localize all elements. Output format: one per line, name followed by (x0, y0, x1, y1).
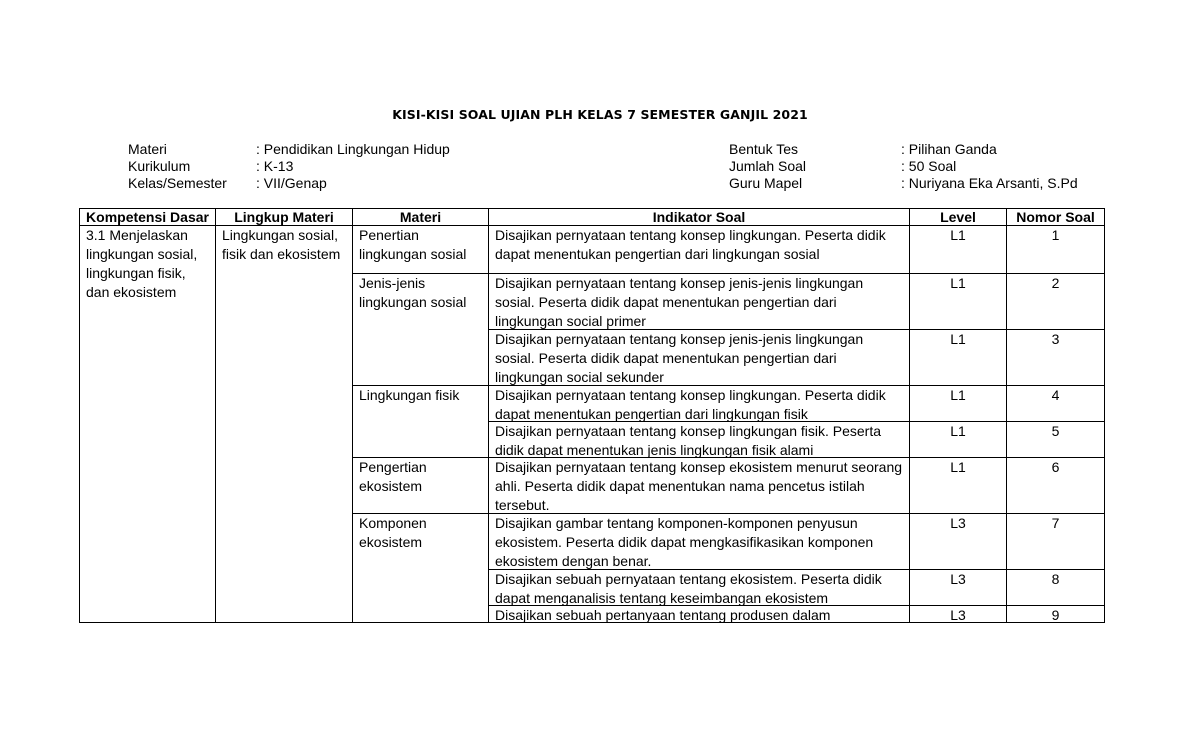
level-cell: L1 (910, 458, 1007, 514)
header-kompetensi-dasar: Kompetensi Dasar (80, 209, 216, 226)
nomor-cell: 4 (1007, 386, 1105, 422)
nomor-cell (1007, 606, 1105, 623)
header-materi: Materi (353, 209, 489, 226)
indikator-text: Disajikan pernyataan tentang konsep lingkungan fisik. Peserta didik dapat menentukan jenis lingkungan fisik alami (495, 423, 882, 457)
level-cell: L1 (910, 330, 1007, 386)
header-nomor-soal: Nomor Soal (1007, 209, 1105, 226)
header-level: Level (910, 209, 1007, 226)
info-value: : 50 Soal (901, 158, 957, 174)
indikator-text: Disajikan pernyataan tentang konsep jenis-jenis lingkungan sosial. Peserta didik dapat menentukan pengertian dari lingkungan social sekunder (495, 331, 864, 385)
info-row-materi (128, 141, 450, 158)
header-lingkup-materi: Lingkup Materi (216, 209, 353, 226)
lingkup-materi-cell: Lingkungan sosial, fisik dan ekosistem (216, 226, 353, 623)
info-value: : K-13 (256, 158, 294, 174)
indikator-text: Disajikan sebuah pernyataan tentang ekosistem. Peserta didik dapat menganalisis tentang keseimbangan ekosistem (495, 571, 882, 605)
nomor-cell: 3 (1007, 330, 1105, 386)
info-label: Jumlah Soal (729, 158, 807, 174)
info-left (128, 141, 450, 192)
info-label: Guru Mapel (729, 175, 803, 191)
info-row-jumlah-soal (729, 158, 1078, 175)
indikator-text: Disajikan pernyataan tentang konsep jenis-jenis lingkungan sosial. Peserta didik dapat menentukan pengertian dari lingkungan social primer (495, 275, 864, 329)
level-cell: L1 (910, 274, 1007, 330)
info-value: : VII/Genap (256, 175, 327, 191)
nomor-cell: 2 (1007, 274, 1105, 330)
level-cell: L1 (910, 422, 1007, 458)
info-label: Materi (128, 141, 167, 157)
level-cell: L3 (910, 514, 1007, 570)
table-header-row (80, 209, 1105, 226)
indikator-cell (489, 458, 910, 514)
info-label: Kurikulum (128, 158, 191, 174)
kompetensi-dasar-cell: 3.1 Menjelaskan lingkungan sosial, lingkungan fisik, dan ekosistem (80, 226, 216, 623)
table-row (80, 226, 1105, 274)
document-title: KISI-KISI SOAL UJIAN PLH KELAS 7 SEMESTER GANJIL 2021 (392, 107, 808, 122)
info-right (729, 141, 1078, 192)
indikator-cell (489, 422, 910, 458)
indikator-text: Disajikan sebuah pertanyaan tentang produsen dalam (495, 607, 831, 622)
level-text: L3 (950, 607, 966, 622)
info-row-guru-mapel (729, 175, 1078, 192)
materi-cell: Lingkungan fisik (353, 386, 489, 458)
info-label: Kelas/Semester (128, 175, 227, 191)
indikator-text: Disajikan gambar tentang komponen-komponen penyusun ekosistem. Peserta didik dapat mengkasifikasikan komponen ekosistem dengan benar. (495, 515, 874, 569)
level-cell (910, 606, 1007, 623)
materi-cell: Penertian lingkungan sosial (353, 226, 489, 274)
indikator-cell (489, 514, 910, 570)
indikator-text: Disajikan pernyataan tentang konsep ekosistem menurut seorang ahli. Peserta didik dapat menentukan nama pencetus istilah tersebut. (495, 459, 903, 513)
level-cell: L3 (910, 570, 1007, 606)
indikator-cell (489, 274, 910, 330)
nomor-cell: 8 (1007, 570, 1105, 606)
info-value: : Nuriyana Eka Arsanti, S.Pd (901, 175, 1078, 191)
indikator-cell (489, 606, 910, 623)
info-row-bentuk-tes (729, 141, 1078, 158)
kisi-kisi-table (79, 208, 1105, 623)
level-cell: L1 (910, 226, 1007, 274)
info-value: : Pendidikan Lingkungan Hidup (256, 141, 450, 157)
materi-cell: Pengertian ekosistem (353, 458, 489, 514)
nomor-cell: 5 (1007, 422, 1105, 458)
indikator-text: Disajikan pernyataan tentang konsep lingkungan. Peserta didik dapat menentukan pengertian dari lingkungan fisik (495, 387, 886, 421)
nomor-text: 9 (1051, 607, 1060, 622)
nomor-cell: 1 (1007, 226, 1105, 274)
level-cell: L1 (910, 386, 1007, 422)
indikator-cell (489, 330, 910, 386)
info-row-kurikulum (128, 158, 450, 175)
nomor-cell: 7 (1007, 514, 1105, 570)
materi-cell: Komponen ekosistem (353, 514, 489, 623)
indikator-cell (489, 386, 910, 422)
materi-cell: Jenis-jenis lingkungan sosial (353, 274, 489, 386)
info-value: : Pilihan Ganda (901, 141, 997, 157)
header-indikator-soal: Indikator Soal (489, 209, 910, 226)
indikator-cell (489, 570, 910, 606)
nomor-cell: 6 (1007, 458, 1105, 514)
info-label: Bentuk Tes (729, 141, 799, 157)
indikator-cell: Disajikan pernyataan tentang konsep lingkungan. Peserta didik dapat menentukan pengertian dari lingkungan sosial (489, 226, 910, 274)
info-row-kelas-semester (128, 175, 450, 192)
